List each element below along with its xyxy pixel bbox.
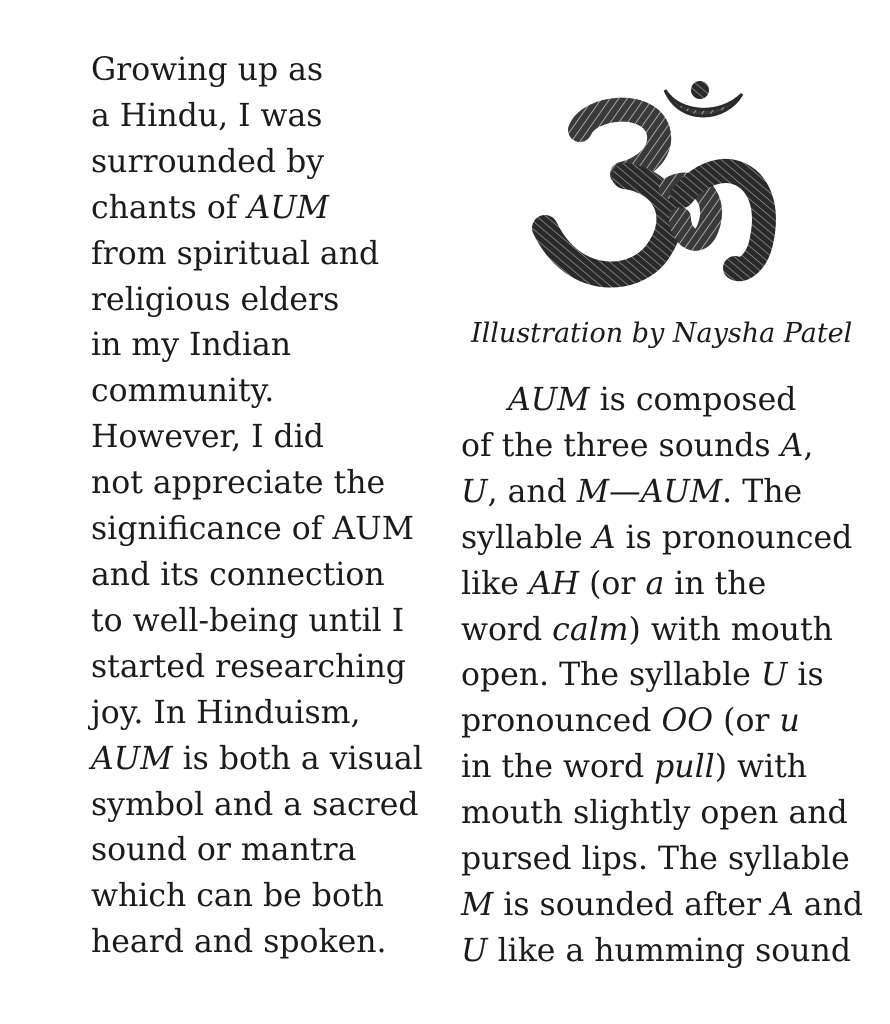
- italic-text: AUM: [91, 740, 173, 777]
- text-run: —: [609, 473, 641, 510]
- text-line: [91, 94, 431, 140]
- text-run: . The: [722, 473, 803, 510]
- text-run: in the: [664, 565, 767, 602]
- text-line: [461, 516, 886, 562]
- italic-text: A: [771, 886, 794, 923]
- text-line: [461, 470, 886, 516]
- text-run: syllable: [461, 519, 593, 556]
- text-run: to well-being until I: [91, 602, 405, 639]
- text-run: chants of: [91, 189, 248, 226]
- italic-text: AUM: [247, 189, 330, 226]
- text-line: [461, 424, 886, 470]
- text-run: and its connection: [91, 556, 385, 593]
- text-line: [91, 691, 431, 737]
- text-run: pronounced: [461, 703, 662, 740]
- text-run: of the three sounds: [461, 427, 781, 464]
- text-run: significance of AUM: [91, 511, 414, 548]
- text-line: [91, 278, 431, 324]
- text-line: [91, 415, 431, 461]
- illustration-caption: Illustration by Naysha Patel: [471, 318, 853, 349]
- text-run: is sounded after: [493, 886, 772, 923]
- text-run: (or: [579, 565, 646, 602]
- text-line: [91, 920, 431, 966]
- text-line: [91, 737, 431, 783]
- text-line: [461, 791, 886, 837]
- italic-text: OO: [661, 703, 714, 740]
- right-text-column: [461, 378, 886, 975]
- text-run: symbol and a sacred: [91, 786, 419, 823]
- om-illustration: [530, 78, 780, 308]
- text-run: sound or mantra: [91, 832, 357, 869]
- text-line: [91, 507, 431, 553]
- text-line: [91, 828, 431, 874]
- left-text-column: [91, 48, 431, 966]
- italic-text: u: [779, 703, 800, 740]
- text-run: is both a visual: [172, 740, 423, 777]
- italic-text: U: [461, 473, 488, 510]
- italic-text: M: [576, 473, 610, 510]
- text-line: [461, 699, 886, 745]
- italic-text: U: [461, 932, 488, 969]
- text-line: [461, 378, 886, 424]
- text-run: open. The syllable: [461, 657, 761, 694]
- text-line: [91, 599, 431, 645]
- text-line: [91, 186, 431, 232]
- italic-text: pull: [654, 749, 715, 786]
- text-run: ,: [803, 427, 814, 464]
- text-run: is pronounced: [615, 519, 853, 556]
- text-run: is composed: [589, 382, 797, 418]
- text-run: ) with: [714, 749, 808, 786]
- text-run: religious elders: [91, 281, 340, 318]
- italic-text: AUM: [640, 473, 723, 510]
- italic-text: AUM: [508, 382, 590, 418]
- text-line: [91, 232, 431, 278]
- text-run: started researching: [91, 648, 406, 685]
- text-line: [461, 883, 886, 929]
- text-run: heard and spoken.: [91, 924, 387, 961]
- text-line: [461, 562, 886, 608]
- italic-text: AH: [528, 565, 580, 602]
- text-run: in my Indian: [91, 327, 292, 364]
- italic-text: A: [780, 427, 804, 464]
- text-line: [91, 783, 431, 829]
- text-run: in the word: [461, 749, 655, 786]
- text-run: , and: [487, 473, 577, 510]
- text-line: [91, 874, 431, 920]
- italic-text: A: [592, 519, 616, 556]
- text-line: [461, 653, 886, 699]
- text-line: [461, 929, 886, 975]
- text-run: is: [787, 657, 824, 694]
- italic-text: a: [645, 565, 665, 602]
- text-line: [461, 745, 886, 791]
- text-run: surrounded by: [91, 143, 325, 180]
- text-line: [461, 608, 886, 654]
- text-run: ) with mouth: [628, 611, 833, 648]
- text-line: [91, 323, 431, 369]
- text-run: pursed lips. The syllable: [461, 841, 850, 878]
- text-run: a Hindu, I was: [91, 97, 323, 134]
- text-run: community.: [91, 373, 275, 410]
- text-run: (or: [713, 703, 780, 740]
- text-line: [91, 48, 431, 94]
- italic-text: U: [760, 657, 788, 694]
- text-run: However, I did: [91, 419, 324, 456]
- text-run: from spiritual and: [91, 235, 380, 272]
- text-line: [461, 837, 886, 883]
- text-line: [91, 645, 431, 691]
- text-run: which can be both: [91, 878, 384, 915]
- text-run: word: [461, 611, 553, 648]
- text-line: [91, 461, 431, 507]
- text-line: [91, 553, 431, 599]
- text-run: joy. In Hinduism,: [91, 694, 361, 731]
- italic-text: M: [461, 886, 494, 923]
- text-run: mouth slightly open and: [461, 795, 848, 832]
- om-symbol-icon: [530, 78, 780, 308]
- text-run: not appreciate the: [91, 465, 386, 502]
- text-run: Growing up as: [91, 52, 324, 88]
- text-line: [91, 140, 431, 186]
- text-run: like: [461, 565, 529, 602]
- italic-text: calm: [552, 611, 629, 648]
- text-run: like a humming sound: [487, 932, 851, 969]
- text-run: and: [793, 886, 864, 923]
- text-line: [91, 369, 431, 415]
